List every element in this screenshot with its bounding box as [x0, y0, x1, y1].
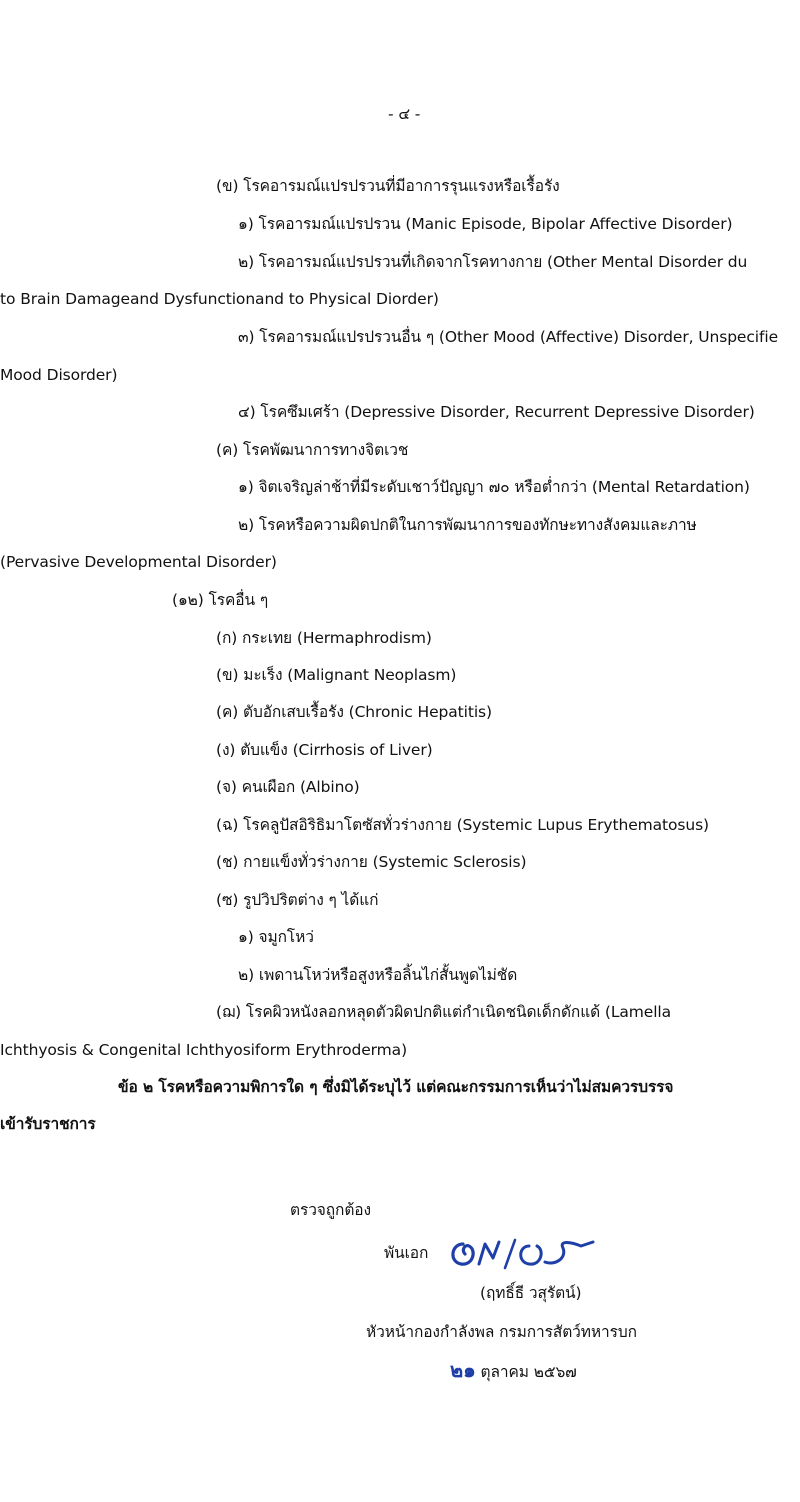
signature-date [450, 1360, 577, 1382]
certified-correct-label: ตรวจถูกต้อง [290, 1201, 371, 1219]
date-month-year: ตุลาคม ๒๕๖๗ [480, 1363, 577, 1381]
clause-2-continued: เข้ารับราชการ [0, 1115, 96, 1133]
item-kho-2: ๒) โรคหรือความผิดปกติในการพัฒนาการของทักษะทางสังคมและภาษ [238, 516, 697, 534]
item-kh-3-continued: Mood Disorder) [0, 366, 118, 384]
other-item-s-2: ๒) เพดานโหว่หรือสูงหรือลิ้นไก่สั้นพูดไม่ชัด [238, 966, 518, 984]
other-item-s: (ซ) รูปวิปริตต่าง ๆ ได้แก่ [216, 891, 379, 909]
item-kho-1: ๑) จิตเจริญล่าช้าที่มีระดับเชาว์ปัญญา ๗๐ หรือต่ำกว่า (Mental Retardation) [238, 478, 750, 496]
section-12-heading: (๑๒) โรคอื่น ๆ [172, 591, 269, 609]
other-item-kh: (ข) มะเร็ง (Malignant Neoplasm) [216, 666, 457, 684]
other-item-s-1: ๑) จมูกโหว่ [238, 928, 314, 946]
item-kh-2: ๒) โรคอารมณ์แปรปรวนที่เกิดจากโรคทางกาย (Other Mental Disorder du [238, 253, 748, 271]
other-item-ch: (จ) คนเผือก (Albino) [216, 778, 360, 796]
other-item-kho: (ค) ตับอักเสบเรื้อรัง (Chronic Hepatitis) [216, 703, 492, 721]
other-item-chw: (ช) กายแข็งทั่วร่างกาย (Systemic Sclerosis) [216, 853, 527, 871]
other-item-cho-continued: Ichthyosis & Congenital Ichthyosiform Erythroderma) [0, 1041, 408, 1059]
signer-name: (ฤทธิ์ธี วสุรัตน์) [480, 1284, 582, 1302]
item-kho-2-continued: (Pervasive Developmental Disorder) [0, 553, 277, 571]
other-item-chh: (ฉ) โรคลูปัสอิริธิมาโตซัสทั่วร่างกาย (Systemic Lupus Erythematosus) [216, 816, 710, 834]
item-kh-2-continued: to Brain Damageand Dysfunctionand to Physical Diorder) [0, 290, 439, 308]
handwritten-signature [445, 1228, 605, 1276]
other-item-cho: (ฌ) โรคผิวหนังลอกหลุดตัวผิดปกติแต่กำเนิดชนิดเด็กดักแด้ (Lamella [216, 1003, 672, 1021]
clause-2: ข้อ ๒ โรคหรือความพิการใด ๆ ซึ่งมิได้ระบุไว้ แต่คณะกรรมการเห็นว่าไม่สมควรบรรจ [118, 1078, 674, 1096]
other-item-ko: (ก) กระเทย (Hermaphrodism) [216, 629, 432, 647]
item-kh-mood-disorder: (ข) โรคอารมณ์แปรปรวนที่มีอาการรุนแรงหรือเรื้อรัง [216, 177, 560, 195]
other-item-ng: (ง) ตับแข็ง (Cirrhosis of Liver) [216, 741, 433, 759]
item-kh-4: ๔) โรคซึมเศร้า (Depressive Disorder, Recurrent Depressive Disorder) [238, 403, 755, 421]
page-number: - ๔ - [388, 105, 421, 123]
item-kho-developmental: (ค) โรคพัฒนาการทางจิตเวช [216, 441, 409, 459]
item-kh-3: ๓) โรคอารมณ์แปรปรวนอื่น ๆ (Other Mood (Affective) Disorder, Unspecifie [238, 328, 779, 346]
date-day: ๒๑ [450, 1358, 476, 1382]
signer-rank: พันเอก [384, 1244, 429, 1262]
signer-position: หัวหน้ากองกำลังพล กรมการสัตว์ทหารบก [366, 1323, 637, 1341]
item-kh-1: ๑) โรคอารมณ์แปรปรวน (Manic Episode, Bipolar Affective Disorder) [238, 215, 733, 233]
